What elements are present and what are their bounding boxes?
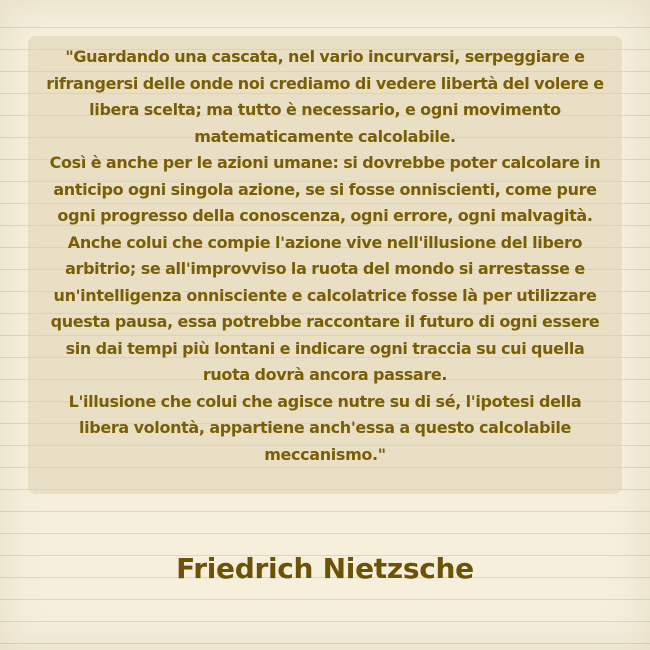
quote-line: anticipo ogni singola azione, se si fosse onniscienti, come pure [53, 179, 597, 199]
quote-line: un'intelligenza onnisciente e calcolatrice fosse là per utilizzare [53, 285, 597, 305]
quote-text [40, 44, 610, 468]
quote-line: arbitrio; se all'improvviso la ruota del mondo si arrestasse e [65, 259, 585, 278]
quote-line: libera scelta; ma tutto è necessario, e ogni movimento [89, 100, 561, 119]
quote-line: Anche colui che compie l'azione vive nell'illusione del libero [67, 232, 583, 252]
quote-line: "Guardando una cascata, nel vario incurvarsi, serpeggiare e [65, 47, 585, 66]
quote-line: rifrangersi delle onde noi crediamo di vedere libertà del volere e [46, 73, 604, 93]
quote-author: Friedrich Nietzsche [176, 552, 474, 585]
quote-line: libera volontà, appartiene anch'essa a questo calcolabile [79, 418, 571, 437]
quote-line: ogni progresso della conoscenza, ogni errore, ogni malvagità. [57, 206, 593, 225]
quote-line: L'illusione che colui che agisce nutre su di sé, l'ipotesi della [68, 391, 582, 411]
quote-line: questa pausa, essa potrebbe raccontare il futuro di ogni essere [50, 312, 600, 331]
quote-line: ruota dovrà ancora passare. [202, 365, 448, 384]
quote-panel [28, 36, 622, 494]
quote-line: matematicamente calcolabile. [194, 126, 456, 146]
quote-line: sin dai tempi più lontani e indicare ogni traccia su cui quella [65, 338, 585, 358]
quote-line: meccanismo." [264, 444, 386, 464]
quote-line: Così è anche per le azioni umane: si dovrebbe poter calcolare in [49, 153, 601, 172]
